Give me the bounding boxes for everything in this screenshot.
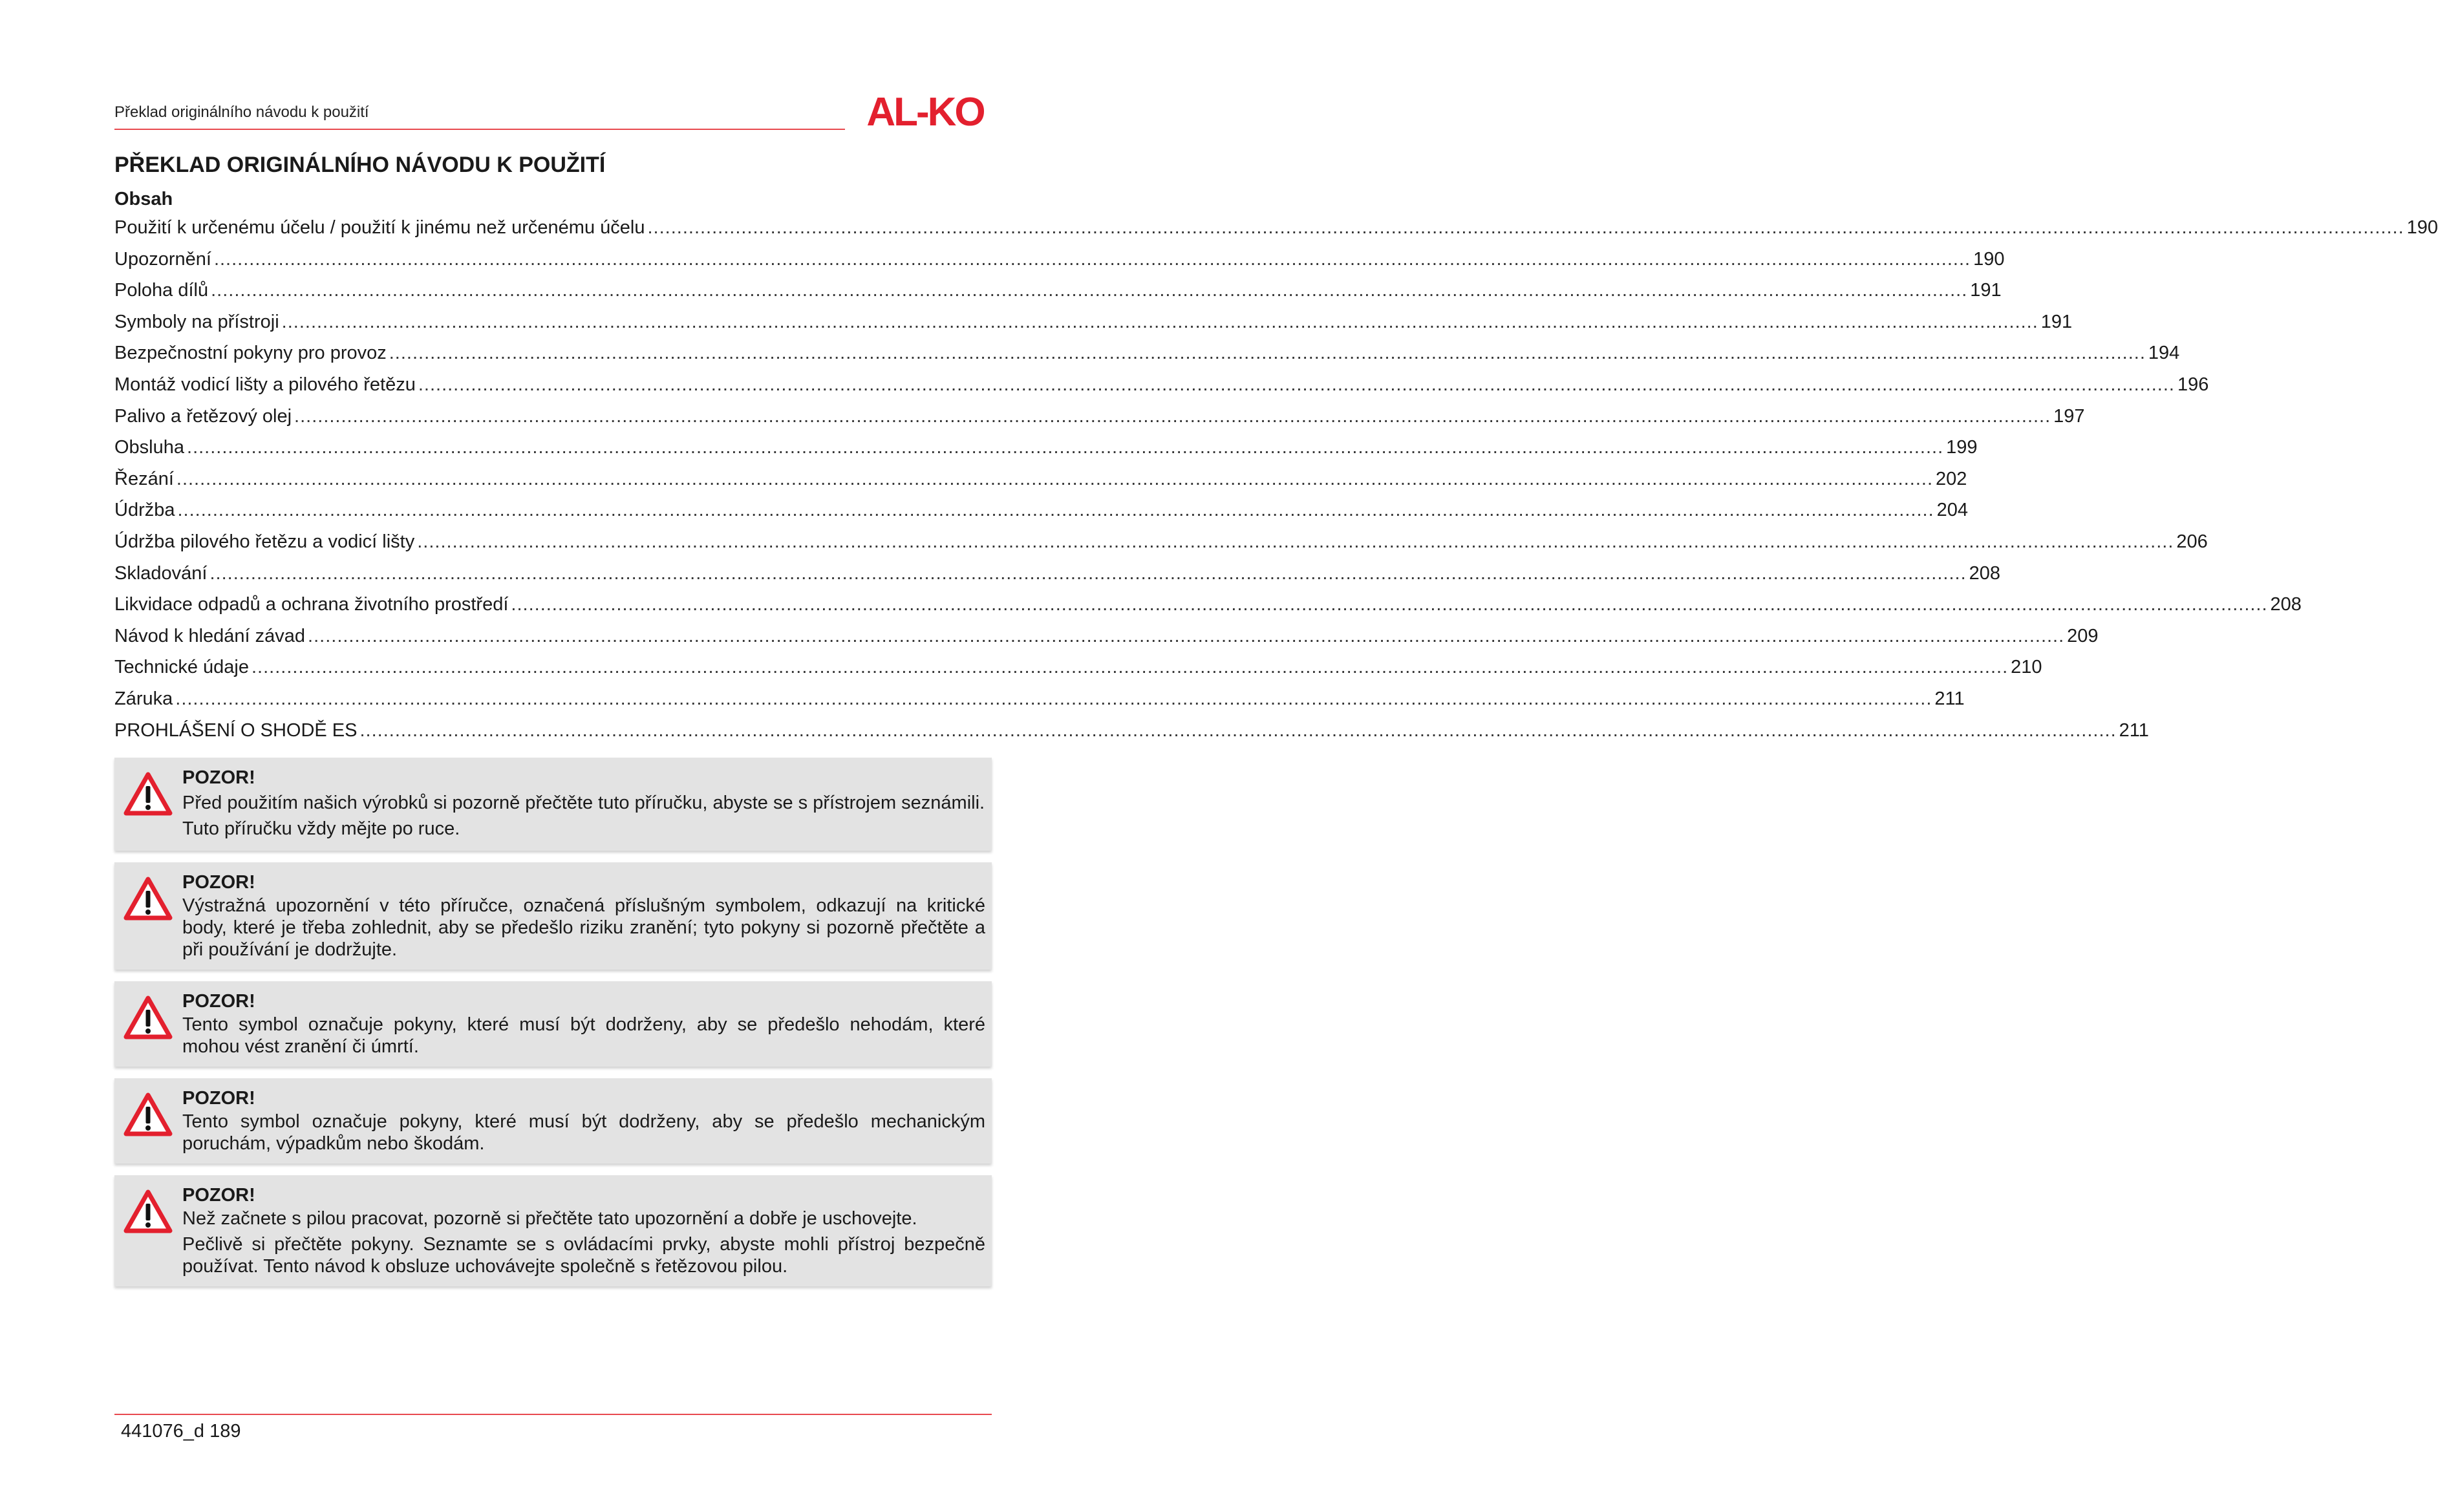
toc-entry-label: Údržba pilového řetězu a vodicí lišty (114, 531, 415, 552)
toc-entry-page: 196 (2177, 374, 2209, 395)
toc-leader-dots: ............................................................................................................................................................................................................................................................................................................ (175, 688, 1932, 709)
warning-title: POZOR! (182, 767, 255, 788)
toc-entry-label: Bezpečnostní pokyny pro provoz (114, 343, 387, 364)
header-title: Překlad originálního návodu k použití (114, 103, 369, 121)
warning-text: Pečlivě si přečtěte pokyny. Seznamte se s ovládacími prvky, abyste mohli přístroj bezpečně používat. Tento návod k obsluze uchovávejte společně s řetězovou pilou. (182, 1234, 985, 1277)
toc-entry-page: 206 (2176, 531, 2208, 552)
toc-entry-label: Použití k určenému účelu / použití k jinému než určenému účelu (114, 217, 645, 238)
warning-triangle-icon (123, 877, 173, 921)
toc-heading: Obsah (114, 189, 173, 209)
toc-entry-page: 204 (1936, 500, 1969, 521)
warning-triangle-icon (123, 772, 173, 816)
warning-box (114, 1078, 992, 1164)
warning-title: POZOR! (182, 1088, 255, 1109)
toc-entry-page: 191 (2040, 311, 2073, 332)
toc-entry-page: 209 (2067, 625, 2099, 646)
toc-entry[interactable] (114, 719, 2149, 752)
toc-entry-page: 194 (2148, 343, 2180, 364)
toc-leader-dots: ............................................................................................................................................................................................................................................................................................................ (213, 248, 1971, 270)
toc-entry-page: 211 (2119, 719, 2149, 741)
warning-title: POZOR! (182, 991, 255, 1012)
footer-divider (114, 1414, 992, 1415)
toc-leader-dots: ............................................................................................................................................................................................................................................................................................................ (308, 625, 2065, 646)
toc-entry-label: Palivo a řetězový olej (114, 405, 292, 427)
warning-text: Tento symbol označuje pokyny, které musí být dodrženy, aby se předešlo mechanickým poruchám, výpadkům nebo škodám. (182, 1111, 985, 1154)
toc-leader-dots: ............................................................................................................................................................................................................................................................................................................ (417, 531, 2174, 552)
toc-entry[interactable] (114, 531, 2208, 563)
toc-entry[interactable] (114, 405, 2085, 438)
toc-entry-label: PROHLÁŠENÍ O SHODĚ ES (114, 719, 358, 741)
toc-entry[interactable] (114, 562, 2001, 595)
warning-box (114, 862, 992, 970)
toc-leader-dots: ............................................................................................................................................................................................................................................................................................................ (176, 468, 1934, 489)
toc-entry-label: Montáž vodicí lišty a pilového řetězu (114, 374, 416, 395)
warning-box (114, 1175, 992, 1286)
warning-text: Před použitím našich výrobků si pozorně přečtěte tuto příručku, abyste se s přístrojem seznámili. (182, 793, 985, 813)
toc-entry-page: 202 (1936, 468, 1967, 489)
warning-text: Tuto příručku vždy mějte po ruce. (182, 818, 460, 839)
warning-text: Než začnete s pilou pracovat, pozorně si přečtěte tato upozornění a dobře je uschovejte. (182, 1208, 917, 1229)
toc-leader-dots: ............................................................................................................................................................................................................................................................................................................ (647, 217, 2404, 238)
svg-text:AL-KO: AL-KO (866, 90, 984, 134)
toc-entry[interactable] (114, 374, 2209, 406)
toc-entry[interactable] (114, 500, 1969, 531)
toc-entry-label: Upozornění (114, 248, 211, 270)
toc-leader-dots: ............................................................................................................................................................................................................................................................................................................ (359, 719, 2117, 741)
toc-entry-label: Řezání (114, 468, 174, 489)
toc-entry[interactable] (114, 594, 2302, 626)
toc-leader-dots: ............................................................................................................................................................................................................................................................................................................ (281, 311, 2038, 332)
toc-leader-dots: ............................................................................................................................................................................................................................................................................................................ (177, 500, 1934, 521)
toc-entry-label: Skladování (114, 562, 208, 584)
footer-doc-id: 441076_d 189 (121, 1421, 241, 1442)
toc-entry[interactable] (114, 343, 2180, 374)
toc-leader-dots: ............................................................................................................................................................................................................................................................................................................ (187, 437, 1944, 458)
toc-entry-label: Technické údaje (114, 657, 249, 678)
toc-entry[interactable] (114, 625, 2099, 657)
al-ko-logo (853, 91, 997, 133)
toc-entry[interactable] (114, 311, 2073, 343)
toc-leader-dots: ............................................................................................................................................................................................................................................................................................................ (251, 657, 2009, 678)
toc-entry-page: 190 (2406, 217, 2438, 238)
toc-entry[interactable] (114, 688, 1965, 720)
toc-entry-page: 208 (1969, 562, 2001, 584)
toc-entry[interactable] (114, 248, 2005, 281)
toc-entry-label: Návod k hledání závad (114, 625, 306, 646)
toc-entry[interactable] (114, 657, 2042, 688)
toc-entry[interactable] (114, 280, 2002, 312)
toc-entry-page: 190 (1973, 248, 2005, 270)
toc-leader-dots: ............................................................................................................................................................................................................................................................................................................ (389, 343, 2146, 364)
toc-entry-label: Likvidace odpadů a ochrana životního prostředí (114, 594, 509, 615)
toc-entry-label: Symboly na přístroji (114, 311, 279, 332)
toc-entry-page: 199 (1946, 437, 1978, 458)
toc-entry-label: Obsluha (114, 437, 185, 458)
warning-title: POZOR! (182, 872, 255, 893)
warning-box (114, 981, 992, 1067)
toc-leader-dots: ............................................................................................................................................................................................................................................................................................................ (211, 280, 1968, 301)
warning-list (114, 758, 992, 1298)
warning-triangle-icon (123, 1189, 173, 1233)
toc-entry-page: 211 (1934, 688, 1965, 709)
toc-leader-dots: ............................................................................................................................................................................................................................................................................................................ (294, 405, 2051, 427)
warning-triangle-icon (123, 996, 173, 1039)
toc-leader-dots: ............................................................................................................................................................................................................................................................................................................ (511, 594, 2268, 615)
toc-entry[interactable] (114, 437, 1978, 469)
toc-entry-page: 191 (1970, 280, 2002, 301)
toc-entry[interactable] (114, 217, 2438, 249)
header-divider (114, 129, 845, 130)
warning-title: POZOR! (182, 1185, 255, 1206)
toc-entry[interactable] (114, 468, 1967, 500)
toc-entry-label: Poloha dílů (114, 280, 209, 301)
table-of-contents (114, 217, 2438, 751)
toc-entry-label: Údržba (114, 500, 175, 521)
toc-entry-label: Záruka (114, 688, 173, 709)
toc-leader-dots: ............................................................................................................................................................................................................................................................................................................ (418, 374, 2175, 395)
toc-leader-dots: ............................................................................................................................................................................................................................................................................................................ (209, 562, 1967, 584)
toc-entry-page: 210 (2011, 657, 2042, 678)
toc-entry-page: 208 (2270, 594, 2302, 615)
warning-text: Výstražná upozornění v této příručce, označená příslušným symbolem, odkazují na kritické body, které je třeba zohlednit, aby se předešlo riziku zranění; tyto pokyny si pozorně přečtěte a při používání je dodržujte. (182, 895, 985, 960)
warning-text: Tento symbol označuje pokyny, které musí být dodrženy, aby se předešlo nehodám, které mohou vést zranění či úmrtí. (182, 1014, 985, 1057)
page-title: PŘEKLAD ORIGINÁLNÍHO NÁVODU K POUŽITÍ (114, 153, 606, 177)
warning-box (114, 758, 992, 851)
toc-entry-page: 197 (2053, 405, 2085, 427)
warning-triangle-icon (123, 1092, 173, 1136)
